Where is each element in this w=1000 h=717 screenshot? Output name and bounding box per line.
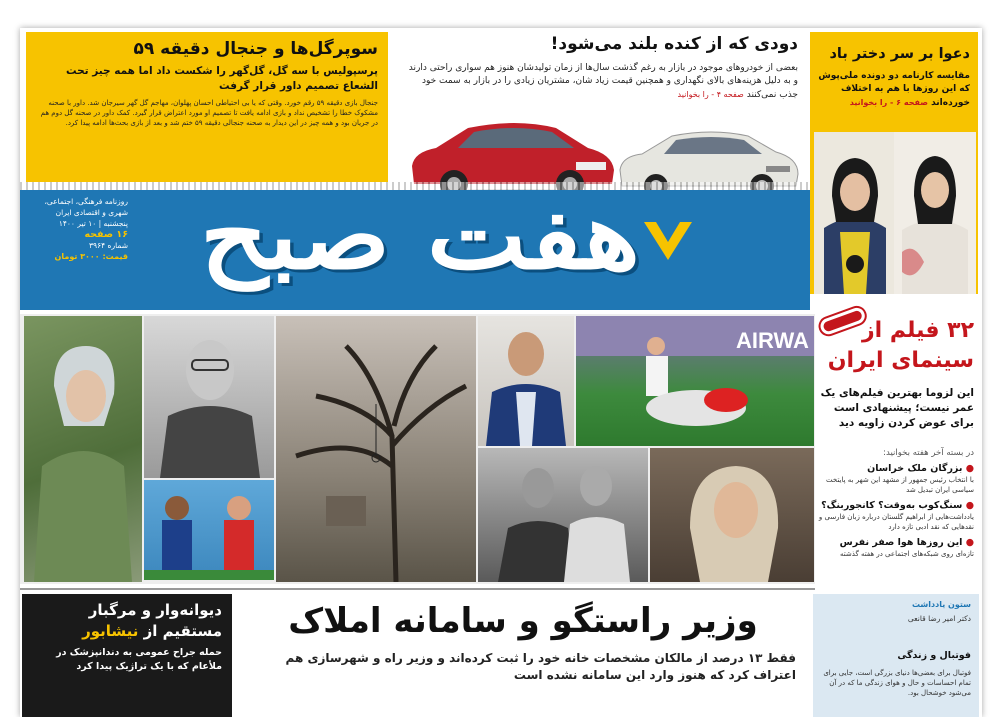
- old-man-photo: [144, 316, 274, 478]
- nishapur-title-line2: [32, 621, 222, 642]
- masthead-issue: شماره ۳۹۶۴: [89, 241, 128, 250]
- masthead-date: پنجشنبه | ۱۰ تیر ۱۴۰۰: [58, 219, 128, 228]
- section-divider: [20, 588, 815, 590]
- list-item-desc: تازه‌ای روی شبکه‌های اجتماعی در هفته گذشته: [840, 550, 974, 558]
- bullet-icon: ●: [962, 537, 974, 548]
- masthead-info: [28, 196, 128, 262]
- column-title: فوتبال و زندگی: [897, 650, 971, 661]
- newspaper-logo[interactable]: هفت صبح: [200, 190, 641, 290]
- films-subtitle: این لزوما بهترین فیلم‌های یک عمر نیست؛ پیشنهادی است برای عوض کردن زاویه دید: [820, 387, 974, 429]
- main-headline-subtitle: فقط ۱۳ درصد از مالکان مشخصات خانه خود را ثبت کرده‌اند و وزیر راه و شهرسازی هم اعتراف کرد که هنوز وارد این سامانه نشده است: [285, 651, 796, 682]
- nishapur-title-prefix: مستقیم از: [143, 622, 222, 640]
- films-read-label: در بسته آخر هفته بخوانید:: [883, 448, 974, 458]
- list-item-title-text: این روزها هوا صفر نفرس: [839, 537, 963, 548]
- cars-story-text: بعضی از خودروهای موجود در بازار به رغم گذشت سال‌ها از زمان تولیدشان هنوز هم سواری راحتی دارند و به دلیل هزینه‌های بالای نگهداری و همچنین قیمت زیاد شان، مشتریان زیادی را در بازار به سمت خود جذب نمی‌کنند: [408, 63, 798, 100]
- nishapur-story-box[interactable]: [22, 594, 232, 717]
- conjuring-tree-photo: [276, 316, 476, 582]
- masthead-pages: ۱۶ صفحه: [84, 229, 128, 240]
- main-headline-block[interactable]: [250, 598, 796, 684]
- football-story-title: سوپرگل‌ها و جنجال دقیقه ۵۹: [133, 39, 378, 59]
- column-body: فوتبال برای بعضی‌ها دنیای بزرگی است، جایی برای تمام احساسات و حال و هوای زندگی ما که در آن می‌شود خوشحال بود.: [823, 669, 971, 697]
- runner-photo-1: [814, 132, 896, 294]
- main-headline: وزیر راستگو و سامانه املاک: [288, 601, 758, 641]
- list-item[interactable]: [818, 536, 974, 559]
- football-story-box[interactable]: [26, 32, 388, 182]
- films-feature[interactable]: [815, 298, 982, 598]
- footballers-photo: [144, 480, 274, 580]
- list-item-title-text: سنگ‌کوب به‌وقت؟ کانجوربنگ؟: [821, 500, 963, 511]
- logo-accent-icon: [640, 218, 696, 264]
- football-story-body: جنجال بازی دقیقه ۵۹ رقم خورد. وقتی که یا بی احتیاطی احسان پهلوان، مهاجم گل گهر سیرجان شد. داور با صحنه مشکوک خطا را تشخیص نداد و بازی ادامه یافت تا تصمیم او مورد اعتراض قرار گیرد. کمک داور در صحنه گل دوم هم در جریان بود و همه چیز در این دیدار به صحنه جنجالی دقیقه ۵۹ ختم شد و بعد از بازی بحث‌ها ادامه پیدا کرد.: [40, 99, 378, 127]
- list-item-title: [818, 462, 974, 475]
- director-photo: [478, 316, 574, 446]
- runners-story-body: [818, 70, 970, 110]
- films-list: [818, 462, 974, 563]
- list-item-title: [818, 536, 974, 549]
- cars-story-page-ref: صفحه ۴ - را بخوانید: [677, 90, 744, 99]
- runners-story-box[interactable]: [810, 32, 978, 294]
- list-item-desc: یادداشت‌هایی از ابراهیم گلستان درباره زبان فارسی و نقدهایی که نقد ادبی تازه دارد: [818, 513, 974, 531]
- opinion-column[interactable]: [813, 594, 979, 717]
- column-kicker: ستون یادداشت: [911, 600, 971, 609]
- list-item[interactable]: [818, 462, 974, 495]
- list-item-title-text: بزرگان ملک خراسان: [867, 463, 963, 474]
- list-item-desc: با انتخاب رئیس جمهور از مشهد این شهر به پایتخت سیاسی ایران تبدیل شد: [826, 476, 974, 494]
- bullet-icon: ●: [962, 500, 974, 511]
- list-item-title: [818, 499, 974, 512]
- stadium-banner-text: AIRWA: [736, 328, 809, 353]
- nishapur-title-highlight: نیشابور: [82, 622, 139, 640]
- runners-story-text: مقایسه کارنامه دو دونده ملی‌پوش که این روزها با هم به اختلاف خورده‌اند: [818, 71, 970, 108]
- football-celebration-photo: [576, 316, 814, 446]
- cars-story-title: دودی که از کنده بلند می‌شود!: [550, 34, 798, 54]
- actress-headscarf-photo: [650, 448, 814, 582]
- runners-story-page-ref: صفحه ۶ - را بخوانید: [849, 98, 928, 107]
- masthead: [20, 190, 810, 310]
- football-story-subtitle: پرسپولیس با سه گل، گل‌گهر را شکست داد اما همه چیز تحت الشعاع تصمیم داور قرار گرفت: [65, 65, 378, 92]
- cars-story[interactable]: [398, 32, 806, 200]
- masthead-info-line2: شهری و اقتصادی ایران: [55, 208, 128, 217]
- column-author: دکتر امیر رضا قانعی: [907, 614, 971, 623]
- masthead-price: قیمت: ۳۰۰۰ تومان: [54, 252, 128, 261]
- runners-story-title: دعوا بر سر دختر باد: [829, 46, 970, 62]
- films-title: ۳۲ فیلم از سینمای ایران: [827, 318, 974, 373]
- masthead-info-line1: روزنامه فرهنگی، اجتماعی،: [44, 197, 128, 206]
- masthead-stripe: [20, 182, 810, 190]
- filmmakers-photo: [478, 448, 648, 582]
- photo-collage: [20, 314, 815, 584]
- nishapur-body: حمله جراح عمومی به دندانپزشک در ملأعام که با یک تراژیک پیدا کرد: [56, 647, 222, 672]
- actress-photo: [24, 316, 142, 582]
- newspaper-front-page: [20, 28, 982, 717]
- nishapur-title-line1: دیوانه‌وار و مرگبار: [88, 601, 222, 619]
- list-item[interactable]: [818, 499, 974, 532]
- bullet-icon: ●: [962, 463, 974, 474]
- cars-story-body: [406, 62, 798, 102]
- runner-photo-2: [894, 132, 976, 294]
